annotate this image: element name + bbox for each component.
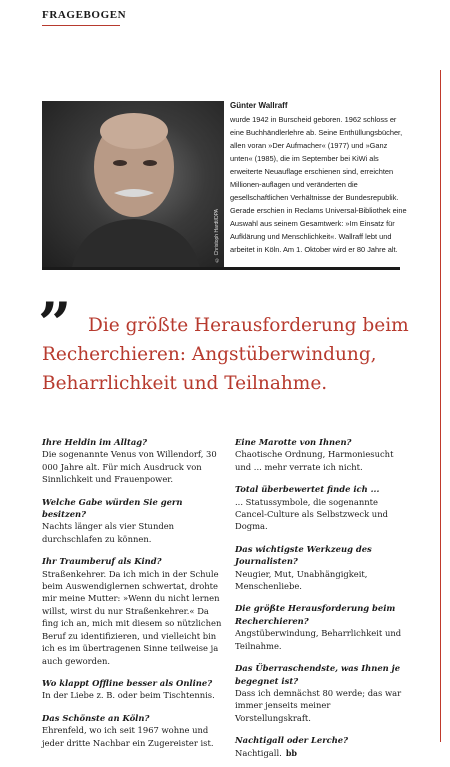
qa-question: Total überbewertet finde ich ... [235, 484, 380, 495]
qa-column-left [42, 436, 225, 759]
qa-answer-text: Nachtigall. [235, 747, 282, 758]
qa-answer: Die sogenannte Venus von Willendorf, 30 000 Jahre alt. Für mich Ausdruck von Sinnlichkeit und Frauenpower. [42, 449, 217, 485]
qa-item [42, 436, 225, 486]
qa-question: Welche Gabe würden Sie gern besitzen? [42, 496, 183, 520]
qa-item [42, 712, 225, 749]
qa-item [235, 436, 405, 473]
pull-quote: Die größte Herausforderung beim Recherchieren: Angstüberwindung, Beharrlichkeit und Teilnahme. [42, 315, 409, 394]
qa-answer: Angstüberwindung, Beharrlichkeit und Teilnahme. [235, 628, 402, 651]
section-label: FRAGEBOGEN [42, 9, 127, 21]
qa-question: Eine Marotte von Ihnen? [235, 437, 352, 447]
qa-answer: Dass ich demnächst 80 werde; das war immer jenseits meiner Vorstellungskraft. [235, 687, 402, 723]
qa-question: Das Überraschendste, was Ihnen je begegnet ist? [235, 663, 401, 686]
qa-item [235, 483, 405, 533]
qa-answer: Ehrenfeld, wo ich seit 1967 wohne und jeder dritte Nachbar ein Zugereister ist. [42, 725, 214, 748]
bio-name: Günter Wallraff [230, 101, 288, 110]
qa-question: Ihr Traumberuf als Kind? [42, 556, 162, 567]
qa-answer: Nachts länger als vier Stunden durchschlafen zu können. [42, 521, 175, 544]
portrait-figure [42, 101, 224, 267]
qa-item [42, 496, 225, 546]
quote-mark-icon: ” [38, 290, 72, 358]
qa-question: Die größte Herausforderung beim Recherchieren? [235, 603, 396, 626]
qa-item [235, 543, 405, 593]
qa-column-right [235, 436, 405, 767]
qa-question: Ihre Heldin im Alltag? [42, 437, 148, 447]
page-side-rule [440, 70, 441, 742]
portrait-photo [42, 101, 224, 267]
qa-answer: ... Statussymbole, die sogenannte Cancel-Culture als Selbstzweck und Dogma. [235, 496, 388, 532]
bio-rule [42, 267, 400, 270]
qa-item [235, 662, 405, 724]
qa-answer: Straßenkehrer. Da ich mich in der Schule beim Auswendiglernen schwertat, drohte mir meine Mutter: »Wenn du nicht lernen willst, wirst du nur Straßenkehrer.« Da fing ich an, mich mit diesem so nützlichen Beruf zu identifizieren, und vielleicht bin ich es im übertragenen Sinne teilweise ja auch geworden. [42, 568, 222, 666]
qa-answer: Chaotische Ordnung, Harmoniesucht und ... mehr verrate ich nicht. [235, 449, 394, 472]
qa-question: Das wichtigste Werkzeug des Journalisten? [235, 543, 372, 567]
qa-question: Das Schönste an Köln? [42, 712, 150, 723]
qa-question: Nachtigall oder Lerche? [235, 735, 349, 746]
qa-question: Wo klappt Offline besser als Online? [42, 677, 213, 688]
qa-answer: Neugier, Mut, Unabhängigkeit, Menschenliebe. [235, 568, 368, 592]
qa-item [235, 602, 405, 652]
bio-text: wurde 1942 in Burscheid geboren. 1962 schloss er eine Buchhändlerlehre ab. Seine Enthüllungsbücher, allen voran »Der Aufmacher« (1977) und »Ganz unten« (1985), die im September bei KiWi als erweiterte Neuauflage erschienen sind, erreichten Millionen-auflagen und veränderten die gesellschaftlichen Verhältnisse der Bundesrepublik. Gerade erschien in Reclams Universal-Bibliothek eine Auswahl aus seinem Gesamtwerk: »Im Einsatz für Aufklärung und Menschlichkeit«. Wallraff lebt und arbeitet in Köln. Am 1. Oktober wird er 80 Jahre alt. [230, 115, 407, 254]
photo-credit: © Christoph Hardt/DPA [214, 209, 220, 263]
end-mark-icon: bb [285, 747, 298, 758]
qa-answer [235, 747, 405, 759]
section-underline [42, 25, 120, 26]
qa-item [235, 734, 405, 759]
qa-answer: In der Liebe z. B. oder beim Tischtennis. [42, 690, 215, 701]
qa-item [42, 555, 225, 667]
qa-item [42, 677, 225, 702]
